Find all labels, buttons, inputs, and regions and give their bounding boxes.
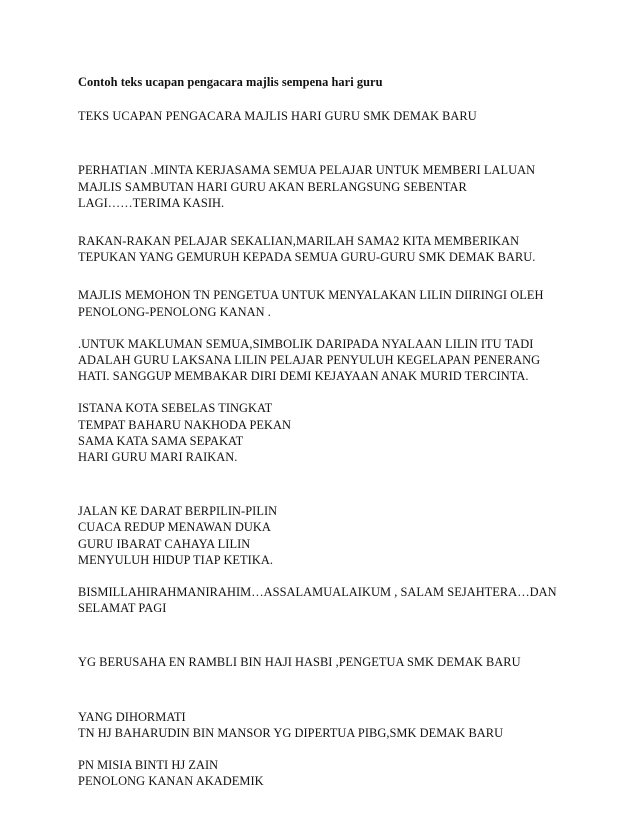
pantun-istana <box>78 400 578 465</box>
text-line: SAMA KATA SAMA SEPAKAT <box>78 433 244 448</box>
text-line: PENOLONG-PENOLONG KANAN . <box>78 304 271 319</box>
text-line: YANG DIHORMATI <box>78 709 186 724</box>
document-subtitle: TEKS UCAPAN PENGACARA MAJLIS HARI GURU SMK DEMAK BARU <box>78 109 477 124</box>
paragraph-penolong-kanan <box>78 757 578 789</box>
paragraph-pengetua <box>78 654 578 670</box>
text-line: RAKAN-RAKAN PELAJAR SEKALIAN,MARILAH SAMA2 KITA MEMBERIKAN <box>78 234 520 249</box>
text-line: LAGI……TERIMA KASIH. <box>78 195 225 210</box>
paragraph-dihormati <box>78 709 578 741</box>
pantun-jalan <box>78 503 578 568</box>
text-line: CUACA REDUP MENAWAN DUKA <box>78 520 271 535</box>
text-line: PERHATIAN .MINTA KERJASAMA SEMUA PELAJAR UNTUK MEMBERI LALUAN <box>78 163 536 178</box>
text-line: GURU IBARAT CAHAYA LILIN <box>78 536 251 551</box>
text-line: SELAMAT PAGI <box>78 601 167 616</box>
text-line: MAJLIS SAMBUTAN HARI GURU AKAN BERLANGSUNG SEBENTAR <box>78 179 467 194</box>
text-line: ISTANA KOTA SEBELAS TINGKAT <box>78 401 273 416</box>
paragraph-lilin <box>78 287 578 319</box>
text-line: PN MISIA BINTI HJ ZAIN <box>78 758 219 773</box>
text-line: YG BERUSAHA EN RAMBLI BIN HAJI HASBI ,PENGETUA SMK DEMAK BARU <box>78 655 521 670</box>
text-line: HATI. SANGGUP MEMBAKAR DIRI DEMI KEJAYAAN ANAK MURID TERCINTA. <box>78 369 529 384</box>
text-line: PENOLONG KANAN AKADEMIK <box>78 774 264 789</box>
text-line: TEPUKAN YANG GEMURUH KEPADA SEMUA GURU-GURU SMK DEMAK BARU. <box>78 250 536 265</box>
text-line: ADALAH GURU LAKSANA LILIN PELAJAR PENYULUH KEGELAPAN PENERANG <box>78 353 541 368</box>
paragraph-salam <box>78 584 578 616</box>
text-line: TN HJ BAHARUDIN BIN MANSOR YG DIPERTUA PIBG,SMK DEMAK BARU <box>78 725 504 740</box>
text-line: MENYULUH HIDUP TIAP KETIKA. <box>78 552 273 567</box>
paragraph-laluan <box>78 162 578 211</box>
paragraph-simbolik <box>78 336 578 385</box>
text-line: MAJLIS MEMOHON TN PENGETUA UNTUK MENYALAKAN LILIN DIIRINGI OLEH <box>78 288 544 303</box>
document-page <box>78 74 578 789</box>
text-line: .UNTUK MAKLUMAN SEMUA,SIMBOLIK DARIPADA NYALAAN LILIN ITU TADI <box>78 336 534 351</box>
text-line: JALAN KE DARAT BERPILIN-PILIN <box>78 504 278 519</box>
text-line: HARI GURU MARI RAIKAN. <box>78 450 238 465</box>
text-line: TEMPAT BAHARU NAKHODA PEKAN <box>78 417 292 432</box>
text-line: BISMILLAHIRAHMANIRAHIM…ASSALAMUALAIKUM , SALAM SEJAHTERA…DAN <box>78 585 557 600</box>
document-title: Contoh teks ucapan pengacara majlis sempena hari guru <box>78 75 383 89</box>
paragraph-tepukan <box>78 233 578 265</box>
